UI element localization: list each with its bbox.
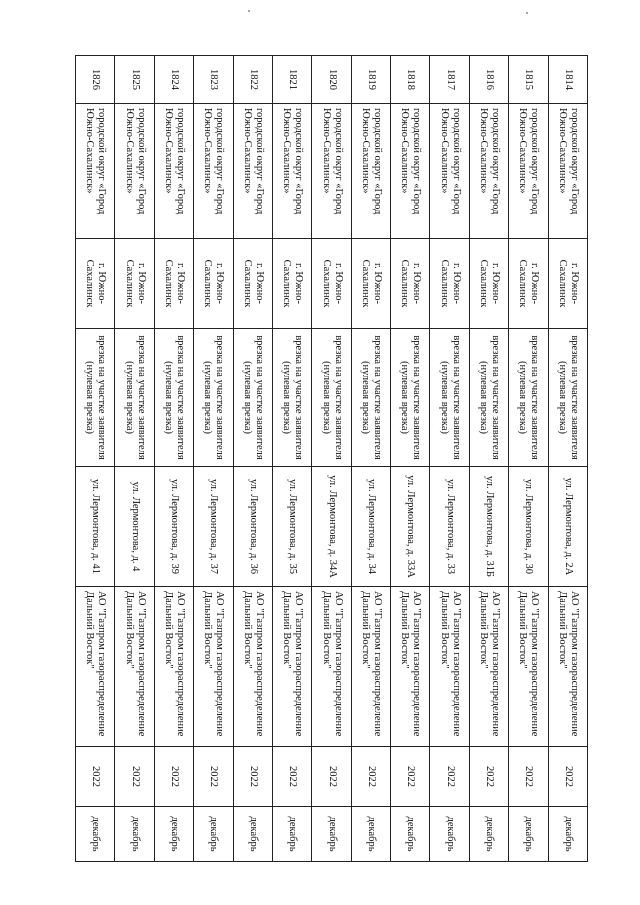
- row-number: 1819: [351, 56, 390, 104]
- district-cell: городской округ «Город Южно-Сахалинск»: [509, 104, 548, 239]
- row-number: 1816: [469, 56, 508, 104]
- table-row: [509, 56, 548, 862]
- year-cell: 2022: [469, 747, 508, 807]
- month-cell: декабрь: [548, 807, 587, 862]
- row-number: 1822: [233, 56, 272, 104]
- year-cell: 2022: [548, 747, 587, 807]
- year-cell: 2022: [273, 747, 312, 807]
- table-row: [194, 56, 233, 862]
- work-type-cell: врезка на участке заявителя (нулевая врезка): [509, 329, 548, 467]
- address-cell: ул. Лермонтова, д. 33А: [391, 467, 430, 587]
- year-cell: 2022: [194, 747, 233, 807]
- row-number: 1815: [509, 56, 548, 104]
- month-cell: декабрь: [391, 807, 430, 862]
- address-cell: ул. Лермонтова, д. 30: [509, 467, 548, 587]
- month-cell: декабрь: [312, 807, 351, 862]
- work-type-cell: врезка на участке заявителя (нулевая врезка): [76, 329, 116, 467]
- district-cell: городской округ «Город Южно-Сахалинск»: [115, 104, 154, 239]
- organization-cell: АО "Газпром газораспределение Дальний Восток": [391, 587, 430, 747]
- address-cell: ул. Лермонтова, д. 35: [273, 467, 312, 587]
- district-cell: городской округ «Город Южно-Сахалинск»: [233, 104, 272, 239]
- work-type-cell: врезка на участке заявителя (нулевая врезка): [154, 329, 193, 467]
- address-cell: ул. Лермонтова, д. 31Б: [469, 467, 508, 587]
- row-number: 1823: [194, 56, 233, 104]
- address-cell: ул. Лермонтова, д. 33: [430, 467, 469, 587]
- year-cell: 2022: [115, 747, 154, 807]
- settlement-cell: г. Южно-Сахалинск: [273, 239, 312, 329]
- organization-cell: АО "Газпром газораспределение Дальний Восток": [548, 587, 587, 747]
- month-cell: декабрь: [469, 807, 508, 862]
- organization-cell: АО "Газпром газораспределение Дальний Восток": [154, 587, 193, 747]
- organization-cell: АО "Газпром газораспределение Дальний Восток": [469, 587, 508, 747]
- month-cell: декабрь: [430, 807, 469, 862]
- organization-cell: АО "Газпром газораспределение Дальний Восток": [233, 587, 272, 747]
- year-cell: 2022: [76, 747, 116, 807]
- work-type-cell: врезка на участке заявителя (нулевая врезка): [115, 329, 154, 467]
- row-number: 1824: [154, 56, 193, 104]
- table-row: [548, 56, 587, 862]
- settlement-cell: г. Южно-Сахалинск: [76, 239, 116, 329]
- address-cell: ул. Лермонтова, д. 34А: [312, 467, 351, 587]
- table-row: [115, 56, 154, 862]
- scan-speck: [526, 12, 528, 14]
- gasification-schedule-table: [75, 55, 588, 862]
- district-cell: городской округ «Город Южно-Сахалинск»: [430, 104, 469, 239]
- district-cell: городской округ «Город Южно-Сахалинск»: [351, 104, 390, 239]
- organization-cell: АО "Газпром газораспределение Дальний Восток": [312, 587, 351, 747]
- year-cell: 2022: [351, 747, 390, 807]
- work-type-cell: врезка на участке заявителя (нулевая врезка): [351, 329, 390, 467]
- work-type-cell: врезка на участке заявителя (нулевая врезка): [430, 329, 469, 467]
- district-cell: городской округ «Город Южно-Сахалинск»: [154, 104, 193, 239]
- table-row: [351, 56, 390, 862]
- organization-cell: АО "Газпром газораспределение Дальний Восток": [351, 587, 390, 747]
- year-cell: 2022: [391, 747, 430, 807]
- district-cell: городской округ «Город Южно-Сахалинск»: [548, 104, 587, 239]
- row-number: 1820: [312, 56, 351, 104]
- table-body: [76, 56, 588, 862]
- address-cell: ул. Лермонтова, д. 41: [76, 467, 116, 587]
- organization-cell: АО "Газпром газораспределение Дальний Восток": [115, 587, 154, 747]
- month-cell: декабрь: [273, 807, 312, 862]
- settlement-cell: г. Южно-Сахалинск: [312, 239, 351, 329]
- address-cell: ул. Лермонтова, д. 34: [351, 467, 390, 587]
- work-type-cell: врезка на участке заявителя (нулевая врезка): [312, 329, 351, 467]
- work-type-cell: врезка на участке заявителя (нулевая врезка): [273, 329, 312, 467]
- organization-cell: АО "Газпром газораспределение Дальний Восток": [273, 587, 312, 747]
- month-cell: декабрь: [76, 807, 116, 862]
- address-cell: ул. Лермонтова, д. 39: [154, 467, 193, 587]
- address-cell: ул. Лермонтова, д. 36: [233, 467, 272, 587]
- settlement-cell: г. Южно-Сахалинск: [351, 239, 390, 329]
- settlement-cell: г. Южно-Сахалинск: [548, 239, 587, 329]
- address-cell: ул. Лермонтова, д. 2А: [548, 467, 587, 587]
- address-cell: ул. Лермонтова, д. 37: [194, 467, 233, 587]
- settlement-cell: г. Южно-Сахалинск: [391, 239, 430, 329]
- year-cell: 2022: [509, 747, 548, 807]
- scan-speck: [248, 10, 250, 12]
- month-cell: декабрь: [509, 807, 548, 862]
- month-cell: декабрь: [115, 807, 154, 862]
- settlement-cell: г. Южно-Сахалинск: [469, 239, 508, 329]
- district-cell: городской округ «Город Южно-Сахалинск»: [194, 104, 233, 239]
- organization-cell: АО "Газпром газораспределение Дальний Восток": [509, 587, 548, 747]
- month-cell: декабрь: [154, 807, 193, 862]
- organization-cell: АО "Газпром газораспределение Дальний Восток": [76, 587, 116, 747]
- settlement-cell: г. Южно-Сахалинск: [115, 239, 154, 329]
- row-number: 1818: [391, 56, 430, 104]
- row-number: 1826: [76, 56, 116, 104]
- year-cell: 2022: [312, 747, 351, 807]
- organization-cell: АО "Газпром газораспределение Дальний Восток": [430, 587, 469, 747]
- row-number: 1825: [115, 56, 154, 104]
- table-row: [469, 56, 508, 862]
- work-type-cell: врезка на участке заявителя (нулевая врезка): [194, 329, 233, 467]
- district-cell: городской округ «Город Южно-Сахалинск»: [273, 104, 312, 239]
- year-cell: 2022: [154, 747, 193, 807]
- table-row: [312, 56, 351, 862]
- row-number: 1821: [273, 56, 312, 104]
- table-row: [430, 56, 469, 862]
- table-row: [273, 56, 312, 862]
- settlement-cell: г. Южно-Сахалинск: [233, 239, 272, 329]
- district-cell: городской округ «Город Южно-Сахалинск»: [391, 104, 430, 239]
- month-cell: декабрь: [194, 807, 233, 862]
- district-cell: городской округ «Город Южно-Сахалинск»: [469, 104, 508, 239]
- settlement-cell: г. Южно-Сахалинск: [430, 239, 469, 329]
- table-row: [154, 56, 193, 862]
- work-type-cell: врезка на участке заявителя (нулевая врезка): [233, 329, 272, 467]
- table-row: [233, 56, 272, 862]
- district-cell: городской округ «Город Южно-Сахалинск»: [76, 104, 116, 239]
- year-cell: 2022: [430, 747, 469, 807]
- work-type-cell: врезка на участке заявителя (нулевая врезка): [469, 329, 508, 467]
- row-number: 1814: [548, 56, 587, 104]
- table-row: [391, 56, 430, 862]
- district-cell: городской округ «Город Южно-Сахалинск»: [312, 104, 351, 239]
- work-type-cell: врезка на участке заявителя (нулевая врезка): [548, 329, 587, 467]
- settlement-cell: г. Южно-Сахалинск: [509, 239, 548, 329]
- settlement-cell: г. Южно-Сахалинск: [194, 239, 233, 329]
- year-cell: 2022: [233, 747, 272, 807]
- settlement-cell: г. Южно-Сахалинск: [154, 239, 193, 329]
- address-cell: ул. Лермонтова, д. 4: [115, 467, 154, 587]
- row-number: 1817: [430, 56, 469, 104]
- table-row: [76, 56, 116, 862]
- rotated-table-container: [75, 55, 588, 861]
- organization-cell: АО "Газпром газораспределение Дальний Восток": [194, 587, 233, 747]
- month-cell: декабрь: [233, 807, 272, 862]
- month-cell: декабрь: [351, 807, 390, 862]
- work-type-cell: врезка на участке заявителя (нулевая врезка): [391, 329, 430, 467]
